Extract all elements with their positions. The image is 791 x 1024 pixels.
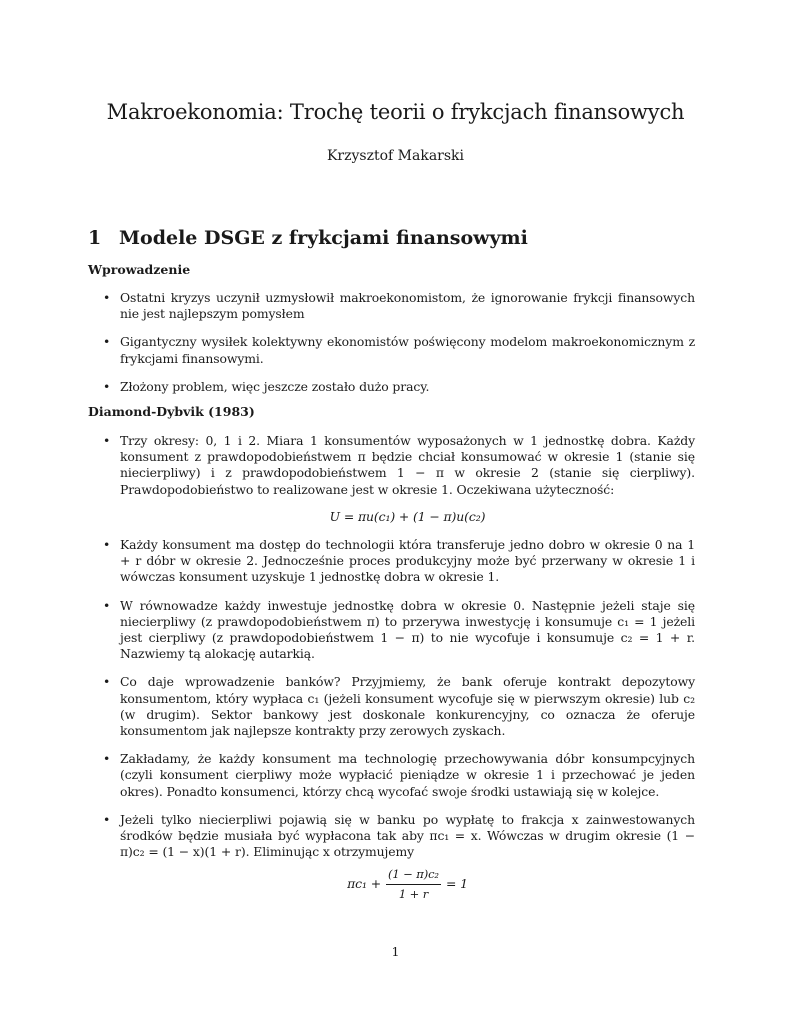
list-item: • Każdy konsument ma dostęp do technologii która transferuje jedno dobro w okresie 0 na 1 + r dóbr w okresie 2. Jednocześnie proces produkcyjny może być przerwany w okresie 1 i wówczas konsument uzyskuje 1 jednostkę dobra w okresie 1. (103, 537, 695, 585)
equation-budget: πc₁ + $\frac{\text{(1 − π)c₂}}{1 + r}$ = 1 (347, 867, 468, 901)
intro-list (103, 290, 695, 395)
list-item: • Gigantyczny wysiłek kolektywny ekonomistów poświęcony modelom makroekonomicznym z frykcjami finansowymi. (103, 334, 695, 366)
list-item: • W równowadze każdy inwestuje jednostkę dobra w okresie 0. Następnie jeżeli staje się niecierpliwy (z prawdopodobieństwem π) to przerywa inwestycję i konsumuje c₁ = 1 jeżeli jest cierpliwy (z prawdopodobieństwem 1 − π) to nie wycofuje i konsumuje c₂ = 1 + r. Nazwiemy tą alokację autarkią. (103, 597, 695, 662)
list-item: • Co daje wprowadzenie banków? Przyjmiemy, że bank oferuje kontrakt depozytowy konsumentom, który wypłaca c₁ (jeżeli konsument wycofuje się w pierwszym okresie) lub c₂ (w drugim). Sektor bankowy jest doskonale konkurencyjny, co oznacza że oferuje konsumentom jak najlepsze kontrakty przy zerowych zyskach. (103, 674, 695, 739)
list-item: • Jeżeli tylko niecierpliwi pojawią się w banku po wypłatę to frakcja x zainwestowanych środków będzie musiała być wypłacona tak aby πc₁ = x. Wówczas w drugim okresie (1 − π)c₂ = (1 − x)(1 + r). Eliminując x otrzymujemy πc₁ + $\frac{\text{(1 − π)c₂}}{1 + r}$ = 1 (103, 811, 695, 901)
page-number: 1 (391, 944, 400, 959)
equation-utility: U = πu(c₁) + (1 − π)u(c₂) (329, 508, 486, 524)
list-item: • Złożony problem, więc jeszcze zostało dużo pracy. (103, 378, 430, 394)
list-item: • Trzy okresy: 0, 1 i 2. Miara 1 konsumentów wyposażonych w 1 jednostkę dobra. Każdy konsument z prawdopodobieństwem π będzie chciał konsumować w okresie 1 (stanie się niecierpliwy) i z prawdopodobieństwem 1 − π w okresie 2 (stanie się cierpliwy). Prawdopodobieństwo to realizowane jest w okresie 1. Oczekiwana użyteczność: U = πu(c₁) + (1 − π)u(c₂) (103, 433, 695, 524)
diamond-dybvik-list (103, 433, 695, 902)
section-number: 1 (88, 227, 102, 249)
paragraph-heading-intro: Wprowadzenie (88, 262, 191, 277)
list-item: • Ostatni kryzys uczynił uzmysłowił makroekonomistom, że ignorowanie frykcji finansowych nie jest najlepszym pomysłem (103, 290, 695, 322)
paragraph-heading-diamond-dybvik: Diamond-Dybvik (1983) (88, 404, 255, 419)
section-title: Modele DSGE z frykcjami finansowymi (119, 227, 528, 249)
list-item: • Zakładamy, że każdy konsument ma technologię przechowywania dóbr konsumpcyjnych (czyli konsument cierpliwy może wypłacić pieniądze w okresie 1 i przechować je jeden okres). Ponadto konsumenci, którzy chcą wycofać swoje środki ustawiają się w kolejce. (103, 751, 695, 799)
section-heading (88, 227, 528, 249)
document-author: Krzysztof Makarski (326, 148, 465, 164)
document-title: Makroekonomia: Trochę teorii o frykcjach finansowych (106, 100, 685, 124)
